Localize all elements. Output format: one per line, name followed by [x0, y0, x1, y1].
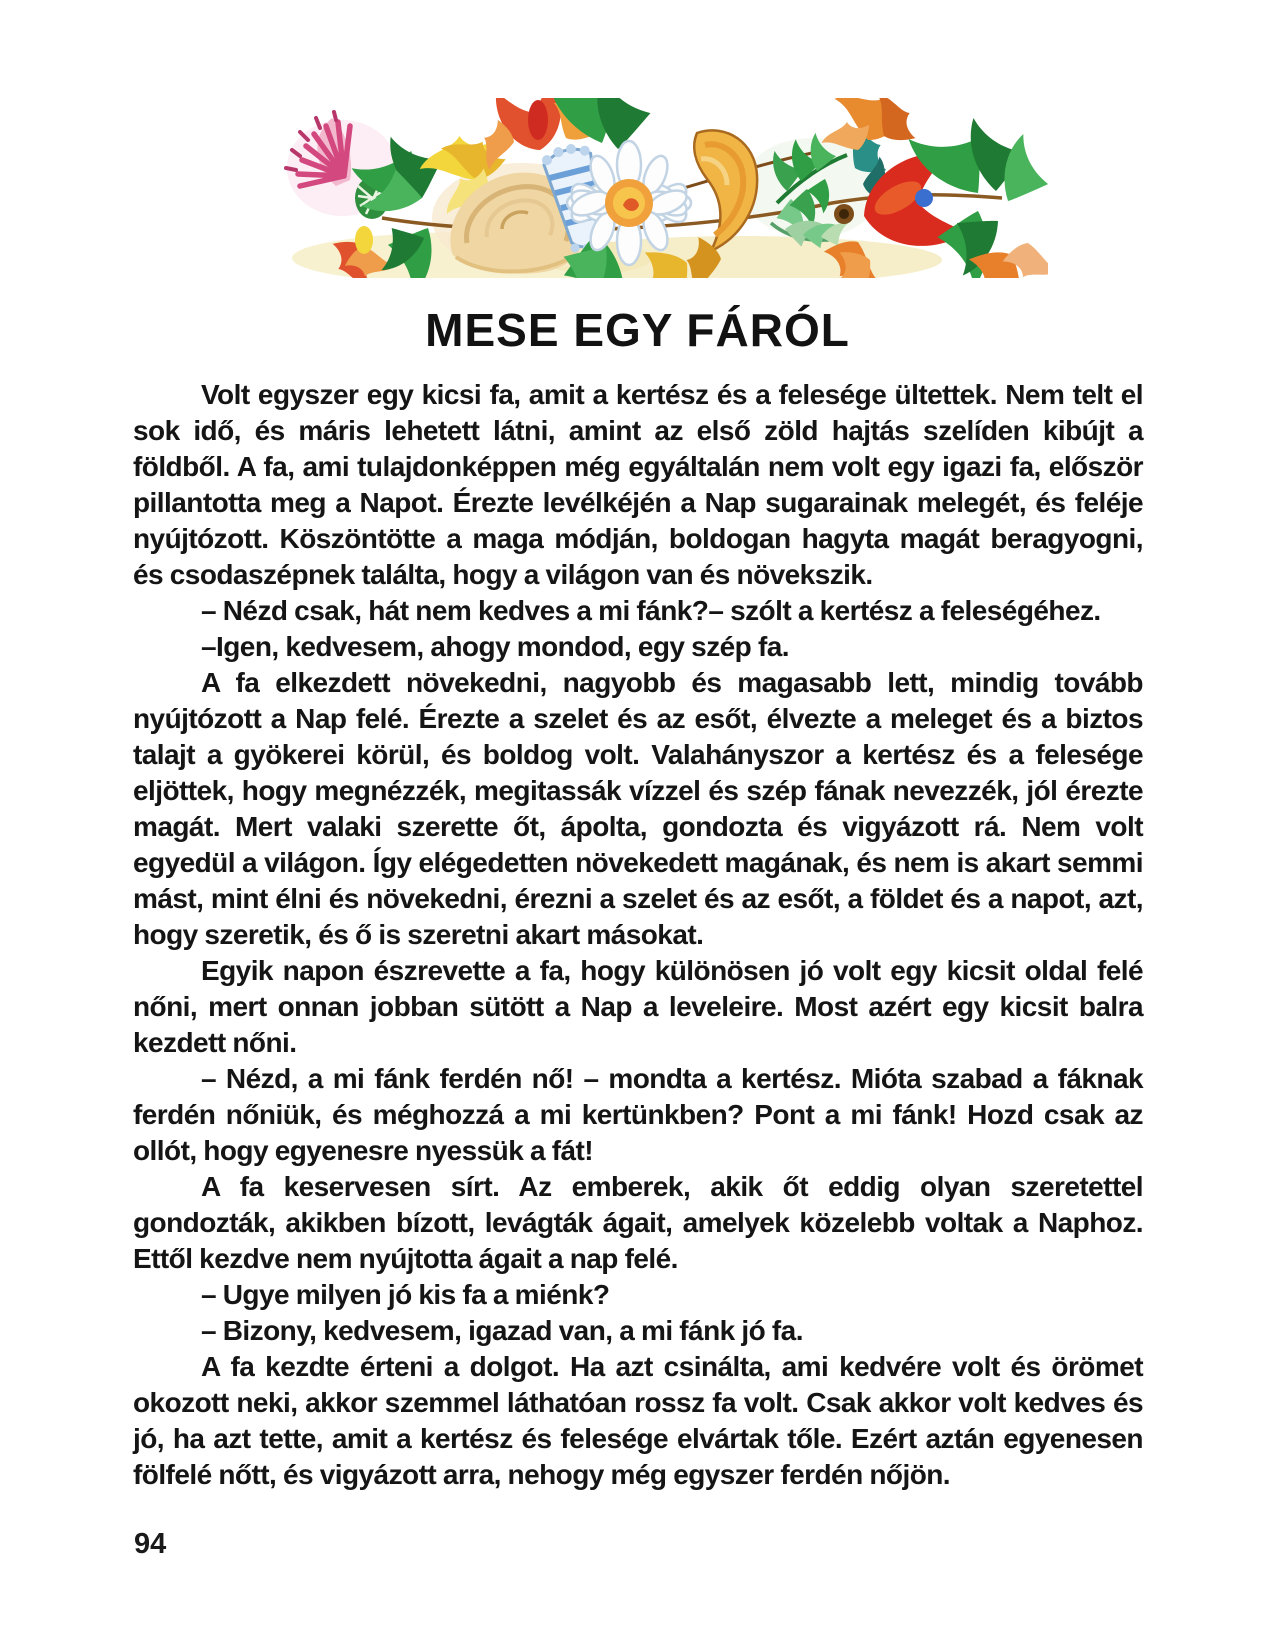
folk-floral-border-illustration [272, 98, 1048, 278]
paragraph: A fa kezdte érteni a dolgot. Ha azt csinálta, ami kedvére volt és örömet okozott neki, akkor szemmel láthatóan rossz fa volt. Csak akkor volt kedves és jó, ha azt tette, amit a kertész és felesége elvártak tőle. Ezért aztán egyenesen fölfelé nőtt, és vigyázott arra, nehogy még egyszer ferdén nőjön. [133, 1351, 1143, 1490]
paragraph-dialogue: – Ugye milyen jó kis fa a miénk? [201, 1279, 610, 1310]
paragraph-dialogue: – Bizony, kedvesem, igazad van, a mi fánk jó fa. [201, 1315, 803, 1346]
page-title: MESE EGY FÁRÓL [425, 304, 850, 356]
paragraph: Volt egyszer egy kicsi fa, amit a kertész és a felesége ültettek. Nem telt el sok idő, és máris lehetett látni, amint az első zöld hajtás szelíden kibújt a földből. A fa, ami tulajdonképpen még egyáltalán nem volt egy igazi fa, először pillantotta meg a Napot. Érezte levélkéjén a Nap sugarainak melegét, és feléje nyújtózott. Köszöntötte a maga módján, boldogan hagyta magát beragyogni, és csodaszépnek találta, hogy a világon van és növekszik. [133, 379, 1143, 590]
paragraph: A fa elkezdett növekedni, nagyobb és magasabb lett, mindig tovább nyújtózott a Nap felé. Érezte a szelet és az esőt, élvezte a meleget és a biztos talajt a gyökerei körül, és boldog volt. Valahányszor a kertész és a felesége eljöttek, hogy megnézzék, megitassák vízzel és szép fának nevezzék, jól érezte magát. Mert valaki szerette őt, ápolta, gondozta és vigyázott rá. Nem volt egyedül a világon. Így elégedetten növekedett magának, és nem is akart semmi mást, mint élni és növekedni, érezni a szelet és az esőt, a földet és a napot, azt, hogy szeretik, és ő is szeretni akart másokat. [133, 667, 1143, 950]
paragraph-dialogue: – Nézd csak, hát nem kedves a mi fánk?– szólt a kertész a feleségéhez. [201, 595, 1101, 626]
paragraph: Egyik napon észrevette a fa, hogy különösen jó volt egy kicsit oldal felé nőni, mert onnan jobban sütött a Nap a leveleire. Most azért egy kicsit balra kezdett nőni. [133, 955, 1143, 1058]
story-text-block [133, 377, 1143, 1493]
floral-ornament-svg [272, 98, 1048, 278]
paragraph-dialogue: – Nézd, a mi fánk ferdén nő! – mondta a kertész. Mióta szabad a fáknak ferdén nőniük, és méghozzá a mi kertünkben? Pont a mi fánk! Hozd csak az ollót, hogy egyenesre nyessük a fát! [133, 1063, 1143, 1166]
blue-bud [915, 189, 933, 207]
paragraph-dialogue: –Igen, kedvesem, ahogy mondod, egy szép fa. [201, 631, 789, 662]
page-number: 94 [134, 1528, 167, 1560]
paragraph: A fa keservesen sírt. Az emberek, akik őt eddig olyan szeretettel gondozták, akikben bízott, levágták ágait, amelyek közelebb voltak a Naphoz. Ettől kezdve nem nyújtotta ágait a nap felé. [133, 1171, 1143, 1274]
